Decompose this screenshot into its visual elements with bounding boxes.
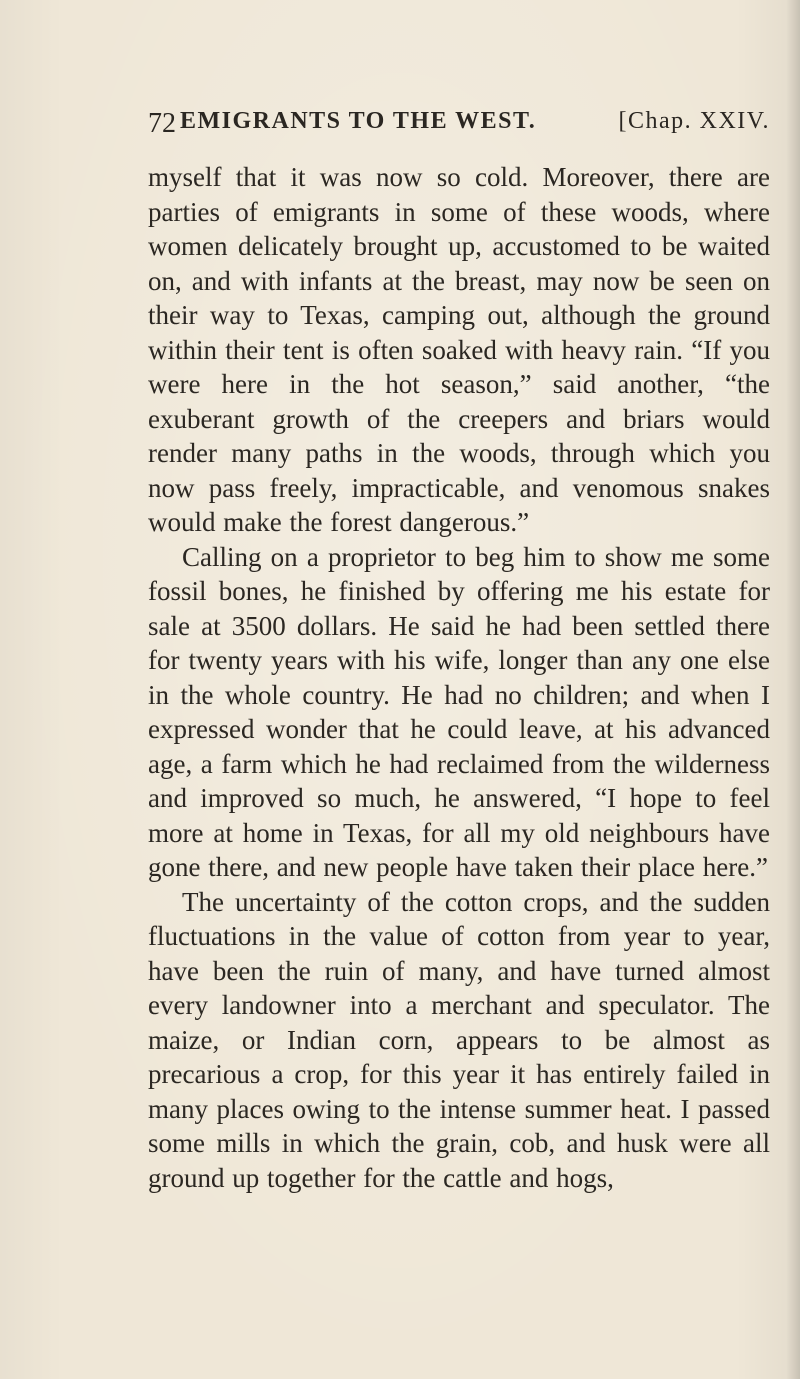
page-edge-shadow: [786, 0, 800, 1379]
paragraph-proprietor: Calling on a proprietor to beg him to show me some fossil bones, he finished by offering me his estate for sale at 3500 dollars. He said he had been settled there for twenty years with his wife, longer than any one else in the whole country. He had no children; and when I expressed wonder that he could leave, at his advanced age, a farm which he had reclaimed from the wilderness and improved so much, he answered, “I hope to feel more at home in Texas, for all my old neighbours have gone there, and new people have taken their place here.”: [148, 541, 770, 882]
paragraph-cotton-crops: The uncertainty of the cotton crops, and the sudden fluctuations in the value of cotton from year to year, have been the ruin of many, and have turned almost every landowner into a merchant and speculator. The maize, or Indian corn, appears to be almost as precarious a crop, for this year it has entirely failed in many places owing to the intense summer heat. I passed some mills in which the grain, cob, and husk were all ground up together for the cattle and hogs,: [148, 886, 770, 1193]
body-text: [148, 160, 770, 1195]
running-head: [148, 108, 770, 148]
chapter-reference: [Chap. XXIV.: [618, 108, 770, 134]
running-title: EMIGRANTS TO THE WEST.: [180, 108, 537, 134]
page-number: 72: [148, 108, 176, 139]
paragraph-continuation: myself that it was now so cold. Moreover, there are parties of emigrants in some of these woods, where women delicately brought up, accustomed to be waited on, and with infants at the breast, may now be seen on their way to Texas, camping out, although the ground within their tent is often soaked with heavy rain. “If you were here in the hot season,” said another, “the exuberant growth of the creepers and briars would render many paths in the woods, through which you now pass freely, impracticable, and venomous snakes would make the forest dangerous.”: [148, 162, 770, 537]
